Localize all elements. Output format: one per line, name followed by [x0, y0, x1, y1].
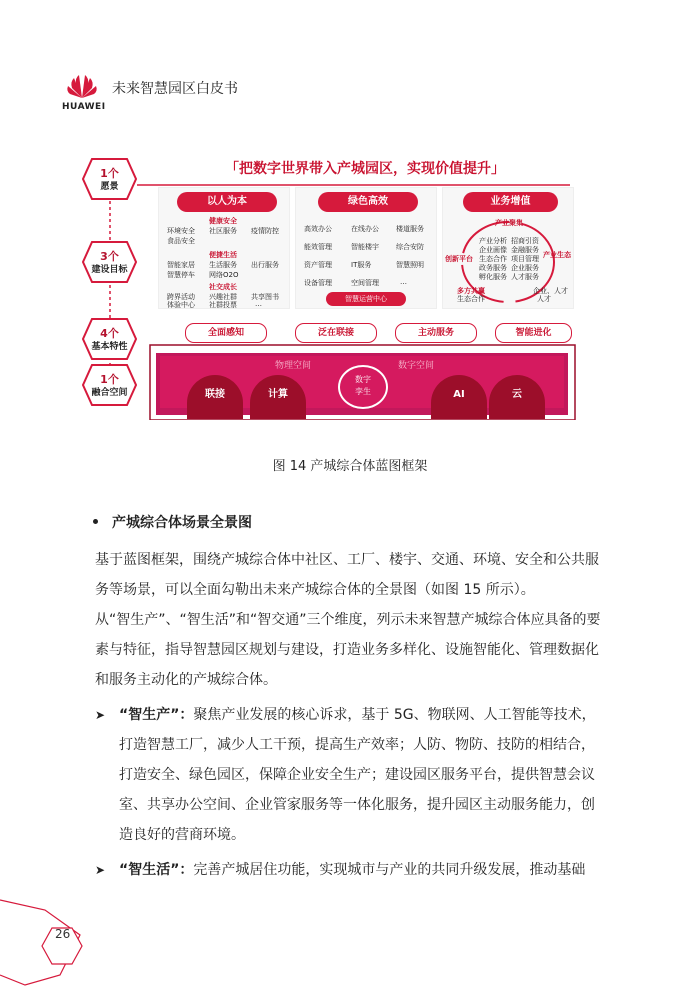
base-cloud: 云 — [489, 375, 545, 419]
panel-item: 健康安全 — [209, 217, 237, 225]
twin-line: 孪生 — [355, 387, 371, 396]
panel-item: 能效管理 — [304, 243, 332, 251]
panel-item: 空间管理 — [351, 279, 379, 287]
panel-item: IT服务 — [351, 261, 372, 269]
base-compute: 计算 — [250, 375, 306, 419]
document-title: 未来智慧园区白皮书 — [112, 81, 238, 97]
panel-item: 金融服务 — [511, 246, 539, 254]
digital-space-label: 数字空间 — [398, 361, 435, 371]
panel-item: 人才 — [537, 295, 551, 303]
panel-item: 项目管理 — [511, 255, 539, 263]
feature-evolution: 智能进化 — [495, 323, 572, 343]
section-title: 产城综合体场景全景图 — [112, 515, 252, 531]
digital-twin-badge — [338, 365, 388, 409]
panel-item: 人才服务 — [511, 273, 539, 281]
panel-item: 创新平台 — [445, 255, 473, 263]
base-connect: 联接 — [187, 375, 243, 419]
panel-item: 在线办公 — [351, 225, 379, 233]
list-item-term: “智生产”： — [119, 707, 194, 723]
diagram-banner: 「把数字世界带入产城园区，实现价值提升」 — [225, 161, 505, 177]
panel-item: 智能楼宇 — [351, 243, 379, 251]
panel-people — [158, 187, 290, 309]
panel-item: 企业服务 — [511, 264, 539, 272]
feature-connection: 泛在联接 — [295, 323, 377, 343]
panel-item: 楼道服务 — [396, 225, 424, 233]
panel-item: 社群投票 — [209, 301, 237, 309]
side-label-fusion-space: 1个 融合空间 — [82, 363, 137, 407]
feature-perception: 全面感知 — [185, 323, 267, 343]
panel-item: … — [400, 278, 407, 286]
panel-item: 企业画像 — [479, 246, 507, 254]
panel-item: 高效办公 — [304, 225, 332, 233]
panel-item: 社交成长 — [209, 283, 237, 291]
panel-item: 综合安防 — [396, 243, 424, 251]
twin-line: 数字 — [355, 375, 371, 384]
panel-item: … — [255, 300, 262, 308]
panel-item: 招商引资 — [511, 237, 539, 245]
panel-item: 疫情防控 — [251, 227, 279, 235]
ops-center-pill: 智慧运营中心 — [326, 292, 406, 306]
panel-item: 产业生态 — [543, 251, 571, 259]
arrow-bullet-icon: ➤ — [95, 863, 106, 877]
panel-item: 生态合作 — [479, 255, 507, 263]
panel-green — [295, 187, 437, 309]
panel-item: 企业、人才 — [533, 287, 568, 295]
bullet-dot — [93, 519, 98, 524]
list-item-term: “智生活”： — [119, 862, 194, 878]
figure-caption: 图 14 产城综合体蓝图框架 — [272, 459, 428, 474]
panel-item: 网络O2O — [209, 271, 239, 279]
panel-item: 生活服务 — [209, 261, 237, 269]
arrow-bullet-icon: ➤ — [95, 708, 106, 722]
panel-item: 跨界活动 — [167, 293, 195, 301]
blueprint-diagram — [70, 145, 590, 420]
panel-value — [442, 187, 574, 309]
panel-title: 业务增值 — [463, 192, 558, 212]
page-number: 26 — [55, 927, 71, 941]
panel-item: 产业分析 — [479, 237, 507, 245]
panel-item: 体验中心 — [167, 301, 195, 309]
side-label-features: 4个 基本特性 — [82, 317, 137, 361]
side-label-goals: 3个 建设目标 — [82, 240, 137, 284]
paragraph: 基于蓝图框架，围绕产城综合体中社区、工厂、楼宇、交通、环境、安全和公共服务等场景，可以全面勾勒出未来产城综合体的全景图（如图 15 所示）。 — [95, 552, 599, 598]
panel-item: 社区服务 — [209, 227, 237, 235]
panel-item: 资产管理 — [304, 261, 332, 269]
list-item-text: 完善产城居住功能，实现城市与产业的共同升级发展，推动基础 — [193, 862, 586, 878]
panel-item: 食品安全 — [167, 237, 195, 245]
panel-item: 智慧停车 — [167, 271, 195, 279]
panel-item: 产业聚集 — [495, 219, 523, 227]
physical-space-label: 物理空间 — [275, 361, 312, 371]
panel-item: 智能家居 — [167, 261, 195, 269]
list-item-text: 聚焦产业发展的核心诉求，基于 5G、物联网、人工智能等技术，打造智慧工厂，减少人工干预，提高生产效率；人防、物防、技防的相结合，打造安全、绿色园区，保障企业安全生产；建设园区服务平台，提供智慧会议室、共享办公空间、企业管家服务等一体化服务，提升园区主动服务能力，创造良好的营商环境。 — [119, 707, 596, 843]
panel-item: 便捷生活 — [209, 251, 237, 259]
brand-wordmark: HUAWEI — [62, 102, 106, 112]
paragraph: 从“智生产”、“智生活”和“智交通”三个维度，列示未来智慧产城综合体应具备的要素与特征，指导智慧园区规划与建设，打造业务多样化、设施智能化、管理数据化和服务主动化的产城综合体。 — [95, 612, 601, 688]
panel-item: 出行服务 — [251, 261, 279, 269]
panel-title: 以人为本 — [177, 192, 277, 212]
side-label-vision: 1个 愿景 — [82, 157, 137, 201]
panel-item: 智慧照明 — [396, 261, 424, 269]
panel-item: 孵化服务 — [479, 273, 507, 281]
panel-title: 绿色高效 — [318, 192, 418, 212]
panel-item: 共享图书 — [251, 293, 279, 301]
base-ai: AI — [431, 375, 487, 419]
panel-item: 多方共赢 — [457, 287, 485, 295]
feature-service: 主动服务 — [395, 323, 477, 343]
panel-item: 环境安全 — [167, 227, 195, 235]
panel-item: 设备管理 — [304, 279, 332, 287]
panel-item: 兴趣社群 — [209, 293, 237, 301]
panel-item: 政务服务 — [479, 264, 507, 272]
panel-item: 生态合作 — [457, 295, 485, 303]
